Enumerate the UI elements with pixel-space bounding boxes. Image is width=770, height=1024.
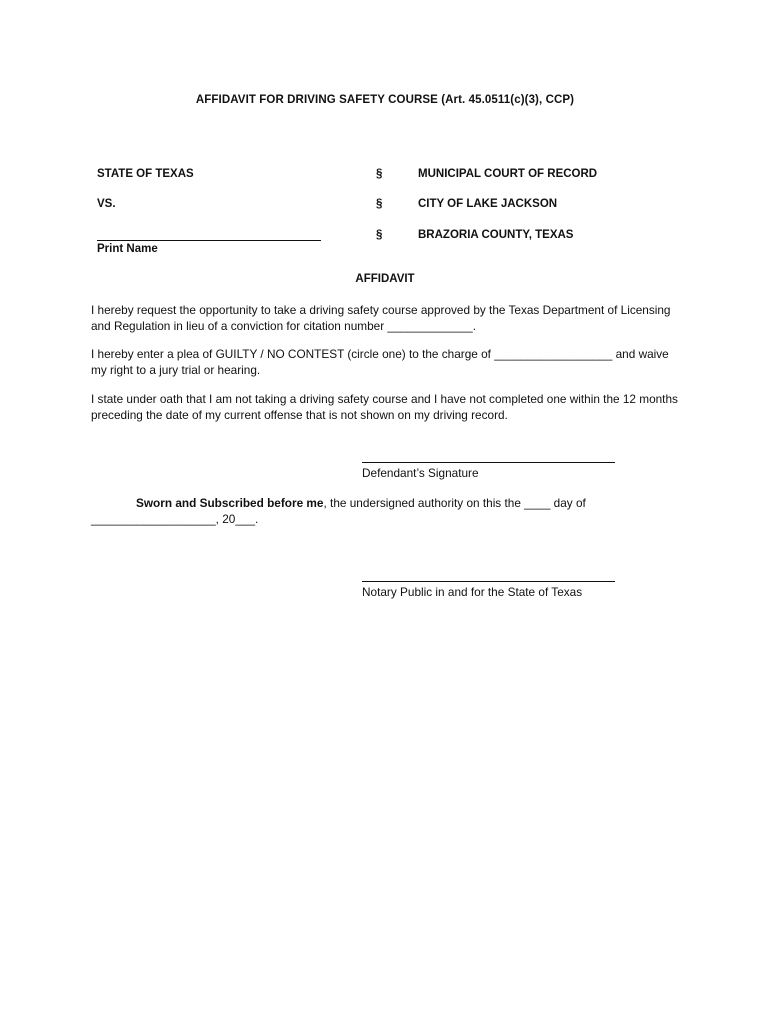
caption-city: CITY OF LAKE JACKSON bbox=[418, 198, 558, 210]
sworn-bold-text: Sworn and Subscribed before me bbox=[136, 496, 324, 510]
sworn-text: , the undersigned authority on this the ____ day of bbox=[323, 496, 586, 510]
plea-paragraph: I hereby enter a plea of GUILTY / NO CONTEST (circle one) to the charge of __________________ and waive my right to a jury trial or hearing. bbox=[91, 347, 669, 377]
notary-signature-line[interactable] bbox=[362, 581, 615, 582]
sworn-statement-line1 bbox=[136, 496, 586, 510]
section-symbol: § bbox=[376, 229, 383, 241]
print-name-line[interactable] bbox=[97, 240, 321, 241]
caption-county: BRAZORIA COUNTY, TEXAS bbox=[418, 229, 574, 241]
section-symbol: § bbox=[376, 198, 383, 210]
request-paragraph: I hereby request the opportunity to take a driving safety course approved by the Texas Department of Licensing and Regulation in lieu of a conviction for citation number _____________. bbox=[91, 303, 671, 333]
notary-label: Notary Public in and for the State of Texas bbox=[362, 585, 583, 599]
caption-versus: VS. bbox=[97, 198, 116, 210]
caption-court: MUNICIPAL COURT OF RECORD bbox=[418, 168, 598, 180]
print-name-label: Print Name bbox=[97, 243, 158, 255]
oath-paragraph: I state under oath that I am not taking a driving safety course and I have not completed one within the 12 months preceding the date of my current offense that is not shown on my driving record. bbox=[91, 392, 678, 422]
defendant-signature-label: Defendant’s Signature bbox=[362, 466, 479, 480]
section-symbol: § bbox=[376, 168, 383, 180]
document-title: AFFIDAVIT FOR DRIVING SAFETY COURSE (Art. 45.0511(c)(3), CCP) bbox=[195, 94, 575, 106]
caption-state: STATE OF TEXAS bbox=[97, 168, 194, 180]
sworn-statement-line2: ___________________, 20___. bbox=[91, 512, 259, 526]
affidavit-heading: AFFIDAVIT bbox=[355, 273, 415, 285]
defendant-signature-line[interactable] bbox=[362, 462, 615, 463]
